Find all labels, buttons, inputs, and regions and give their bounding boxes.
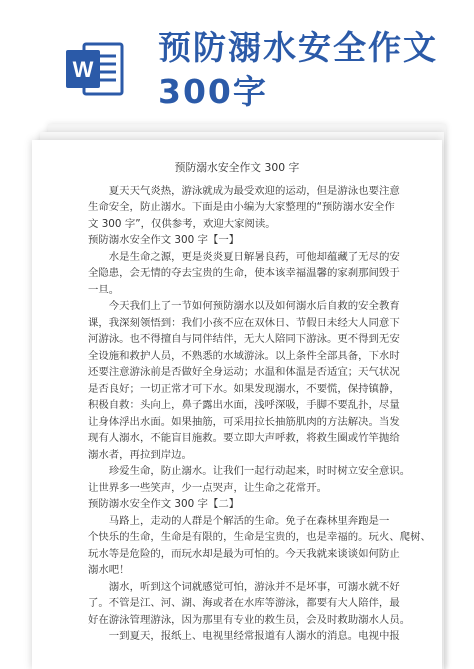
paragraph [88, 513, 431, 579]
text-line: 文 300 字”，仅供参考，欢迎大家阅读。 [88, 217, 276, 230]
text-line: 个快乐的生命，生命是有限的，生命是宝贵的，也是幸福的。玩火、爬树、 [88, 531, 431, 543]
text-line: 让世界多一些笑声，少一点哭声，让生命之花常开。 [88, 481, 327, 494]
text-line: 今天我们上了一节如何预防溺水以及如何溺水后自救的安全教育 [108, 300, 400, 312]
document-title: 预防溺水安全作文 300 字 [174, 161, 300, 174]
text-line: 河游泳。也不得擅自与同伴结伴，无大人陪同下游泳。更不得到无安 [88, 333, 400, 345]
text-line: 溺水者，再拉到岸边。 [88, 448, 192, 461]
text-line: 溺水吧！ [88, 564, 130, 576]
paragraph [88, 628, 400, 645]
text-line: 了。不管是江、河、湖、海或者在水库等游泳，都要有大人陪伴，最 [88, 597, 400, 609]
text-line: 预防溺水安全作文 300 字【一】 [88, 234, 240, 246]
paragraph [88, 183, 400, 233]
section-heading [88, 232, 386, 249]
document-body [88, 183, 431, 645]
text-line: 积极自救：头向上，鼻子露出水面，浅呼深吸，手脚不要乱扑，尽量 [88, 399, 400, 411]
text-line: 让身体浮出水面。如果抽筋，可采用拉长抽筋肌肉的方法解决。当发 [88, 415, 400, 428]
text-line: 好在游泳管理游泳，因为那里有专业的救生员，会及时救助溺水人员。 [88, 613, 411, 626]
paragraph [88, 249, 400, 299]
paragraph [88, 298, 400, 463]
text-line: 还要注意游泳前是否做好全身运动；水温和体温是否适宜；天气状况 [88, 366, 400, 378]
text-line: 生命安全，防止溺水。下面是由小编为大家整理的“预防溺水安全作 [88, 201, 395, 213]
word-logo-letter: W [72, 57, 94, 82]
paragraph [88, 579, 411, 629]
word-doc-icon [64, 38, 126, 100]
text-line: 马路上，走动的人群是个解活的生命。免子在森林里奔跑是一 [108, 514, 390, 527]
text-line: 预防溺水安全作文 300 字【二】 [88, 498, 240, 510]
text-line: 溺水，听到这个词就感觉可怕，游泳并不是坏事，可溺水就不好 [108, 580, 400, 593]
document-content [88, 160, 431, 645]
text-line: 是否良好；一切正常才可下水。如果发现溺水，不要慌，保持镇静， [88, 382, 400, 395]
text-line: 玩水等是危险的，而玩水却是最为可怕的。今天我就来谈谈如何防止 [88, 547, 400, 560]
text-line: 全设施和救护人员，不熟悉的水域游泳。以上条件全部具备，下水时 [88, 349, 400, 362]
text-line: 水是生命之源，更是炎炎夏日解暑良药，可他却蕴藏了无尽的安 [108, 250, 400, 263]
text-line: 全隐患，会无情的夺去宝贵的生命，使本该幸福温馨的家刹那间毁于 [88, 267, 400, 279]
text-line: 夏天天气炎热，游泳就成为最受欢迎的运动，但是游泳也要注意 [108, 184, 400, 197]
paragraph [88, 463, 411, 496]
text-line: 珍爱生命，防止溺水。让我们一起行动起来，时时树立安全意识。 [108, 465, 411, 477]
text-line: 现有人溺水，不能盲目施救。要立即大声呼救，将救生圈或竹竿抛给 [88, 432, 400, 444]
section-heading [88, 496, 386, 513]
page-title: 预防溺水安全作文 300字 [158, 28, 438, 111]
text-line: 一到夏天，报纸上、电视里经常报道有人溺水的消息。电视中报 [108, 630, 400, 642]
text-line: 课，我深刻领悟到：我们小孩不应在双休日、节假日未经大人同意下 [88, 316, 400, 329]
text-line: 一旦。 [88, 283, 120, 296]
